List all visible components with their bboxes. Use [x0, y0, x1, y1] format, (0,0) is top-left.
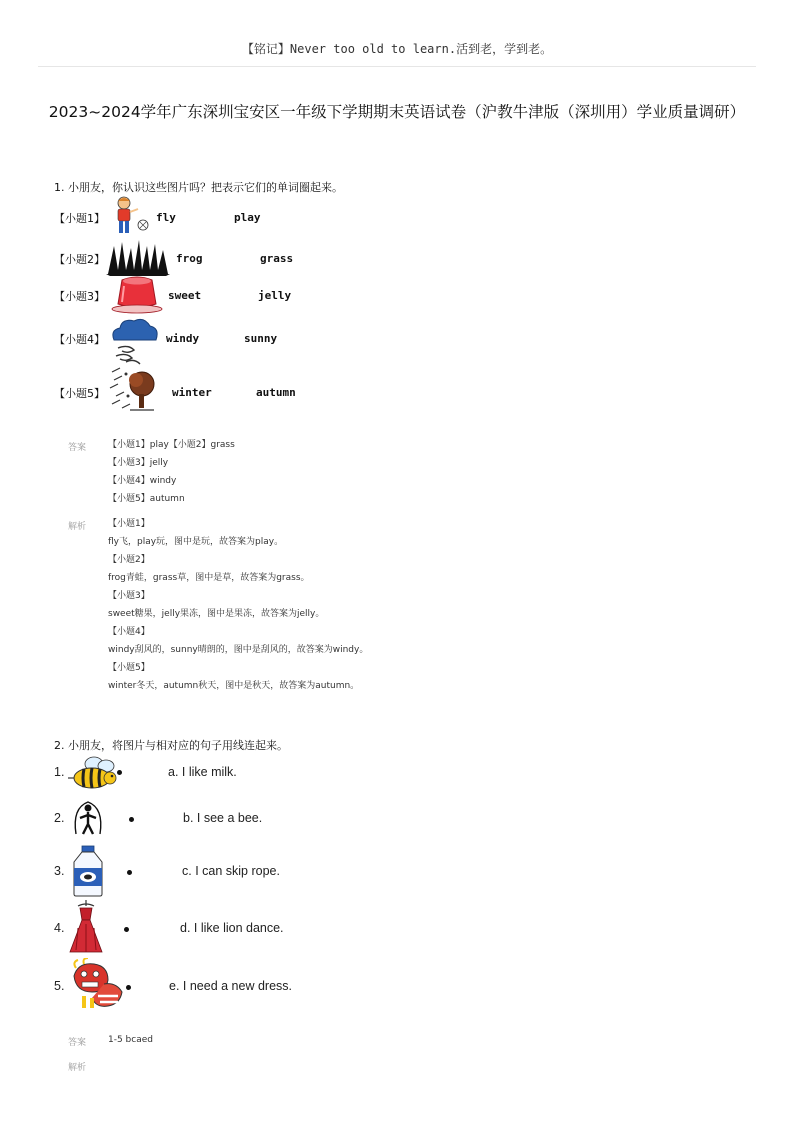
analysis-line: winter冬天，autumn秋天，图中是秋天，故答案为autumn。	[108, 681, 360, 691]
bee-icon	[66, 754, 118, 792]
sentence-option[interactable]: e. I need a new dress.	[169, 979, 292, 993]
boy-playing-ball-icon	[110, 195, 150, 237]
analysis-line: 【小题2】	[108, 555, 150, 565]
answer-label: 答案	[68, 1038, 87, 1048]
lion-dance-icon	[68, 958, 124, 1010]
q1-option-2[interactable]: jelly	[258, 289, 292, 302]
answer-line: 【小题3】jelly	[108, 458, 169, 468]
answer-label: 答案	[68, 443, 87, 453]
header-divider	[38, 66, 756, 67]
row-number: 3.	[54, 864, 65, 878]
analysis-label: 解析	[68, 1063, 87, 1073]
analysis-line: windy刮风的，sunny晴朗的，图中是刮风的，故答案为windy。	[108, 645, 369, 655]
row-number: 5.	[54, 979, 65, 993]
dress-icon	[68, 898, 104, 956]
q2-heading: 2. 小朋友，将图片与相对应的句子用线连起来。	[54, 739, 288, 752]
match-dot[interactable]	[129, 817, 134, 822]
match-dot[interactable]	[127, 870, 132, 875]
q1-option-2[interactable]: autumn	[256, 386, 296, 399]
sentence-option[interactable]: d. I like lion dance.	[180, 921, 284, 935]
analysis-line: 【小题1】	[108, 519, 150, 529]
skip-rope-icon	[70, 798, 106, 840]
match-dot[interactable]	[117, 770, 122, 775]
q1-option-2[interactable]: sunny	[244, 332, 278, 345]
q1-option-1[interactable]: fly	[156, 211, 176, 224]
q1-option-1[interactable]: frog	[176, 252, 203, 265]
sentence-option[interactable]: b. I see a bee.	[183, 811, 263, 825]
page-title: 2023~2024学年广东深圳宝安区一年级下学期期末英语试卷（沪教牛津版（深圳用）学业质量调研）	[48, 103, 746, 121]
analysis-line: 【小题4】	[108, 627, 150, 637]
q1-heading: 1. 小朋友，你认识这些图片吗？把表示它们的单词圈起来。	[54, 181, 343, 194]
autumn-tree-icon	[108, 366, 160, 416]
q1-option-1[interactable]: windy	[166, 332, 200, 345]
analysis-line: sweet糖果，jelly果冻，图中是果冻，故答案为jelly。	[108, 609, 325, 619]
q1-item-label: 【小题1】	[54, 212, 105, 225]
windy-cloud-icon	[108, 316, 160, 368]
q1-option-2[interactable]: play	[234, 211, 261, 224]
analysis-line: fly飞，play玩，图中是玩，故答案为play。	[108, 537, 284, 547]
answer-line: 【小题4】windy	[108, 476, 177, 486]
analysis-line: 【小题5】	[108, 663, 150, 673]
row-number: 1.	[54, 765, 65, 779]
analysis-line: 【小题3】	[108, 591, 150, 601]
header-motto: 【铭记】Never too old to learn.活到老，学到老。	[241, 42, 553, 56]
q1-item-label: 【小题5】	[54, 387, 105, 400]
q1-item-label: 【小题3】	[54, 290, 105, 303]
q1-option-2[interactable]: grass	[260, 252, 294, 265]
grass-icon	[106, 240, 170, 276]
q1-item-label: 【小题2】	[54, 253, 105, 266]
answer-block	[108, 436, 235, 508]
row-number: 4.	[54, 921, 65, 935]
sentence-option[interactable]: a. I like milk.	[168, 765, 237, 779]
q1-option-1[interactable]: winter	[172, 386, 212, 399]
row-number: 2.	[54, 811, 65, 825]
answer-line: 【小题1】play【小题2】grass	[108, 440, 235, 450]
match-dot[interactable]	[124, 927, 129, 932]
q1-option-1[interactable]: sweet	[168, 289, 202, 302]
answer-line: 【小题5】autumn	[108, 494, 185, 504]
q1-item-label: 【小题4】	[54, 333, 105, 346]
milk-bottle-icon	[68, 844, 108, 898]
analysis-label: 解析	[68, 522, 87, 532]
sentence-option[interactable]: c. I can skip rope.	[182, 864, 280, 878]
match-dot[interactable]	[126, 985, 131, 990]
analysis-block	[108, 515, 368, 695]
analysis-line: frog青蛙，grass草，图中是草，故答案为grass。	[108, 573, 310, 583]
answer-text: 1-5 bcaed	[108, 1035, 153, 1045]
jelly-icon	[110, 276, 164, 314]
